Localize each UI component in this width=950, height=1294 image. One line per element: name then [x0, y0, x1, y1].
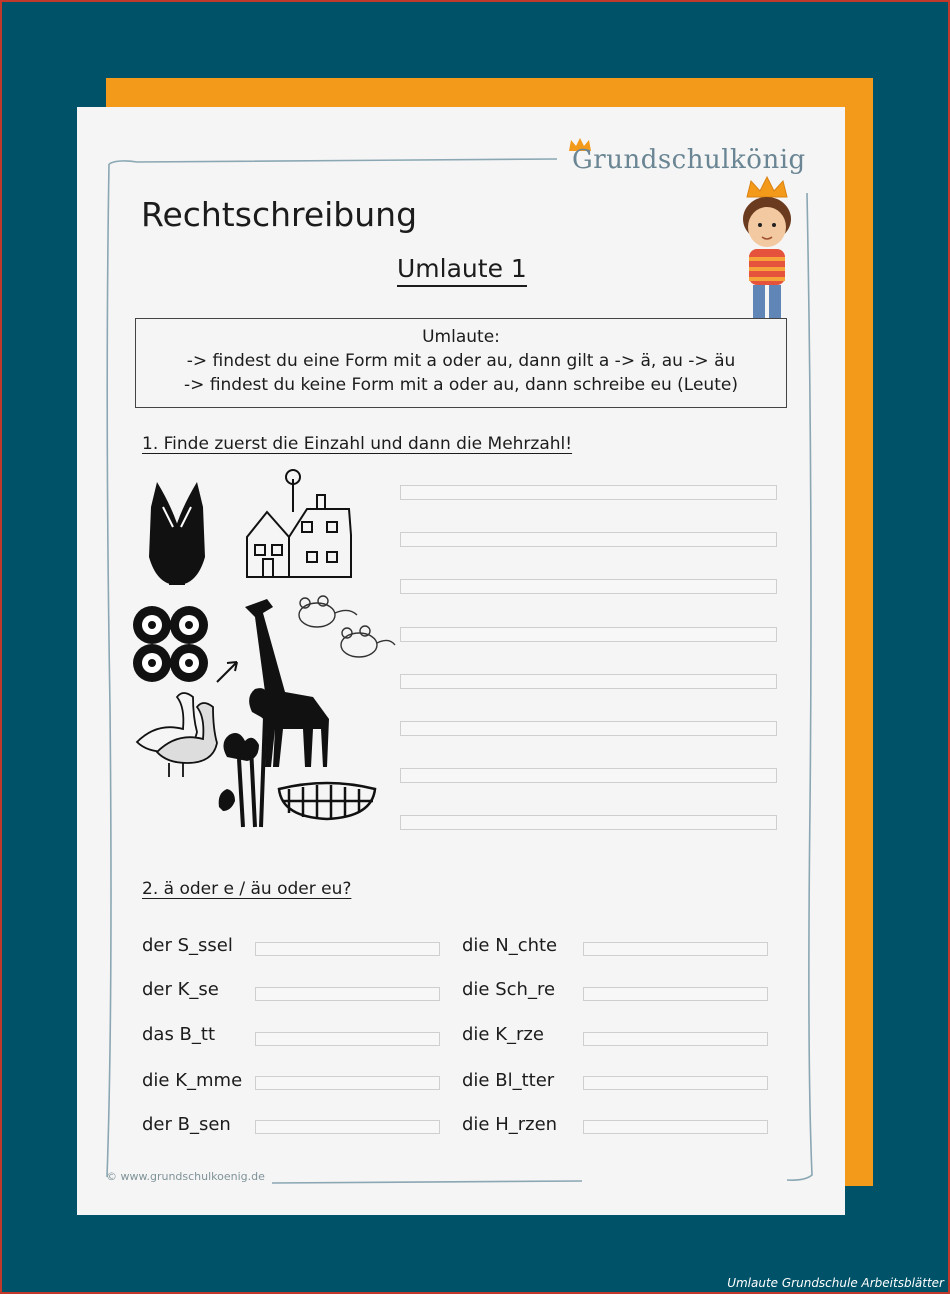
word-answer-line[interactable]: [583, 987, 768, 1001]
word-item-right: die H_rzen: [462, 1114, 558, 1135]
hands-icon: [149, 482, 205, 585]
task-1-answer-line[interactable]: [400, 579, 777, 594]
worksheet-page: [77, 107, 845, 1215]
task-1-answer-line[interactable]: [400, 532, 777, 547]
task-2-heading: 2. ä oder e / äu oder eu?: [142, 879, 352, 899]
word-answer-line[interactable]: [583, 1076, 768, 1090]
brand-logo: Grundschulkönig: [572, 145, 806, 175]
image-watermark: Umlaute Grundschule Arbeitsblätter: [727, 1276, 944, 1290]
wheels-icon: [133, 606, 208, 682]
task-1-answer-line[interactable]: [400, 485, 777, 500]
houses-icon: [247, 470, 351, 577]
page-title: Rechtschreibung: [141, 195, 418, 234]
task-1-heading: 1. Finde zuerst die Einzahl und dann die Mehrzahl!: [142, 434, 573, 454]
footer-copyright: © www.grundschulkoenig.de: [106, 1170, 265, 1183]
teeth-icon: [279, 783, 375, 819]
task-1-answer-line[interactable]: [400, 674, 777, 689]
task-1-answer-line[interactable]: [400, 815, 777, 830]
word-item-right: die N_chte: [462, 935, 558, 956]
word-answer-line[interactable]: [255, 1032, 440, 1046]
rule-box: [135, 318, 787, 408]
word-item-right: die Sch_re: [462, 979, 556, 1000]
word-answer-line[interactable]: [583, 1032, 768, 1046]
word-item-right: die K_rze: [462, 1024, 544, 1045]
word-item-left: der S_ssel: [142, 935, 233, 956]
word-answer-line[interactable]: [255, 942, 440, 956]
word-answer-line[interactable]: [255, 1076, 440, 1090]
word-item-left: der B_sen: [142, 1114, 231, 1135]
word-answer-line[interactable]: [583, 942, 768, 956]
rule-heading: Umlaute:: [422, 327, 500, 347]
task-1-answer-line[interactable]: [400, 627, 777, 642]
page-subtitle: Umlaute 1: [397, 254, 527, 287]
boy-with-crown-icon: [727, 175, 807, 335]
word-answer-line[interactable]: [583, 1120, 768, 1134]
geese-icon: [137, 693, 217, 777]
word-item-right: die Bl_tter: [462, 1070, 555, 1091]
word-answer-line[interactable]: [255, 987, 440, 1001]
rule-line-1: -> findest du eine Form mit a oder au, dann gilt a -> ä, au -> äu: [186, 351, 736, 371]
word-item-left: der K_se: [142, 979, 219, 1000]
word-answer-line[interactable]: [255, 1120, 440, 1134]
task-1-answer-line[interactable]: [400, 721, 777, 736]
task-1-picture-group: [127, 467, 427, 837]
word-item-left: das B_tt: [142, 1024, 216, 1045]
task-1-answer-line[interactable]: [400, 768, 777, 783]
word-item-left: die K_mme: [142, 1070, 243, 1091]
rule-line-2: -> findest du keine Form mit a oder au, dann schreibe eu (Leute): [184, 375, 738, 395]
mice-icon: [299, 596, 395, 657]
